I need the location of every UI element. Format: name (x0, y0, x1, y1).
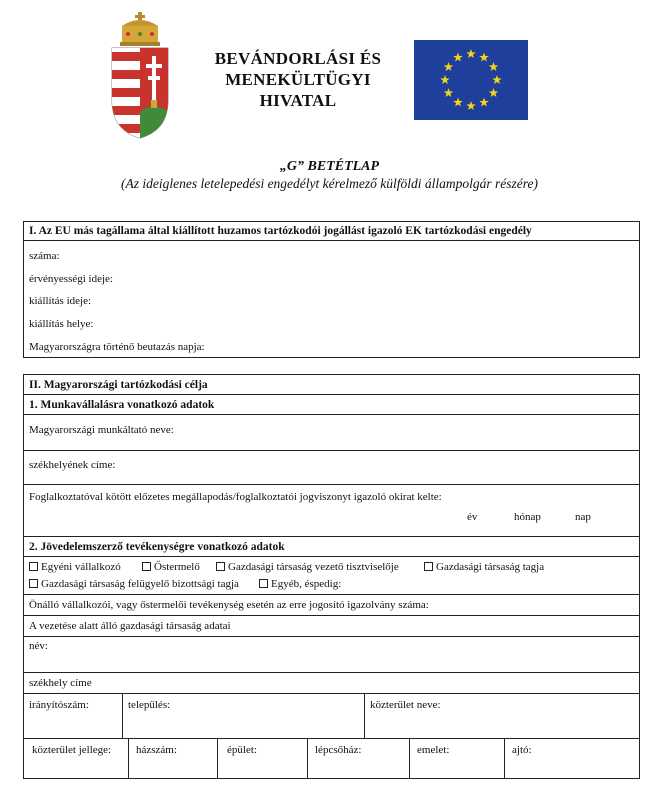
agency-line-2: MENEKÜLTÜGYI (225, 70, 371, 89)
address-row-2 (24, 739, 639, 779)
floor-label: emelet: (417, 744, 450, 756)
divider (128, 739, 129, 779)
agency-line-1: BEVÁNDORLÁSI ÉS (214, 49, 382, 68)
agency-name (208, 48, 388, 111)
section-1-heading: I. Az EU más tagállama által kiállított huzamos tartózkodói jogállást igazoló EK tartózkodási engedély (24, 222, 639, 241)
company-seat-label: székhely címe (29, 677, 92, 689)
validity-label: érvényességi ideje: (29, 273, 113, 285)
entry-date-label: Magyarországra történő beutazás napja: (29, 341, 205, 353)
checkbox-other[interactable]: Egyéb, éspedig: (259, 578, 341, 591)
license-number-label: Önálló vállalkozói, vagy őstermelői tevékenység esetén az erre jogosító igazolvány száma: (29, 599, 429, 611)
divider (307, 739, 308, 779)
seat-address-row (24, 451, 639, 485)
zip-label: irányítószám: (29, 699, 89, 711)
employer-name-row (24, 415, 639, 451)
building-label: épület: (227, 744, 257, 756)
year-label: év (467, 511, 478, 523)
seat-address-label: székhelyének címe: (29, 459, 116, 471)
checkbox-square[interactable] (216, 562, 225, 571)
company-data-row (24, 616, 639, 637)
section-1-box (23, 221, 640, 358)
checkbox-square[interactable] (29, 562, 38, 571)
company-data-label: A vezetése alatt álló gazdasági társaság adatai (29, 620, 231, 632)
form-subtitle: (Az ideiglenes letelepedési engedélyt kérelmező külföldi állampolgár részére) (121, 176, 538, 191)
house-number-label: házszám: (136, 744, 177, 756)
day-label: nap (575, 511, 591, 523)
staircase-label: lépcsőház: (315, 744, 362, 756)
door-label: ajtó: (512, 744, 532, 756)
checkbox-executive-officer[interactable]: Gazdasági társaság vezető tisztviselője (216, 561, 399, 574)
agreement-date-label: Foglalkoztatóval kötött előzetes megállapodás/foglalkoztatói jogviszonyt igazoló okirat kelte: (29, 491, 442, 503)
checkbox-company-member[interactable]: Gazdasági társaság tagja (424, 561, 544, 574)
permit-number-label: száma: (29, 250, 60, 262)
checkbox-sole-proprietor[interactable]: Egyéni vállalkozó (29, 561, 121, 574)
divider (364, 694, 365, 738)
company-name-row (24, 637, 639, 673)
activity-checkboxes-row (24, 557, 639, 595)
employer-name-label: Magyarországi munkáltató neve: (29, 424, 174, 436)
license-number-row (24, 595, 639, 616)
income-heading: 2. Jövedelemszerző tevékenységre vonatkozó adatok (24, 537, 639, 557)
issue-date-label: kiállítás ideje: (29, 295, 92, 307)
street-type-label: közterület jellege: (32, 744, 112, 756)
divider (409, 739, 410, 779)
section-2-box (23, 374, 640, 779)
issue-place-label: kiállítás helye: (29, 318, 94, 330)
month-label: hónap (514, 511, 541, 523)
checkbox-primary-producer[interactable]: Őstermelő (142, 561, 200, 574)
checkbox-square[interactable] (424, 562, 433, 571)
section-2-heading: II. Magyarországi tartózkodási célja (24, 375, 639, 395)
agreement-date-row (24, 485, 639, 537)
address-row-1 (24, 694, 639, 739)
checkbox-square[interactable] (29, 579, 38, 588)
employment-heading: 1. Munkavállalásra vonatkozó adatok (24, 395, 639, 415)
coat-of-arms-logo (106, 12, 174, 140)
divider (122, 694, 123, 738)
divider (504, 739, 505, 779)
city-label: település: (128, 699, 171, 711)
company-name-label: név: (29, 640, 48, 652)
form-title: „G” BETÉTLAP (279, 159, 380, 174)
checkbox-square[interactable] (142, 562, 151, 571)
company-seat-row (24, 673, 639, 694)
street-name-label: közterület neve: (370, 699, 441, 711)
divider (217, 739, 218, 779)
agency-line-3: HIVATAL (259, 91, 337, 110)
checkbox-square[interactable] (259, 579, 268, 588)
eu-flag-icon (414, 40, 528, 120)
checkbox-supervisory-board[interactable]: Gazdasági társaság felügyelő bizottsági tagja (29, 578, 239, 591)
